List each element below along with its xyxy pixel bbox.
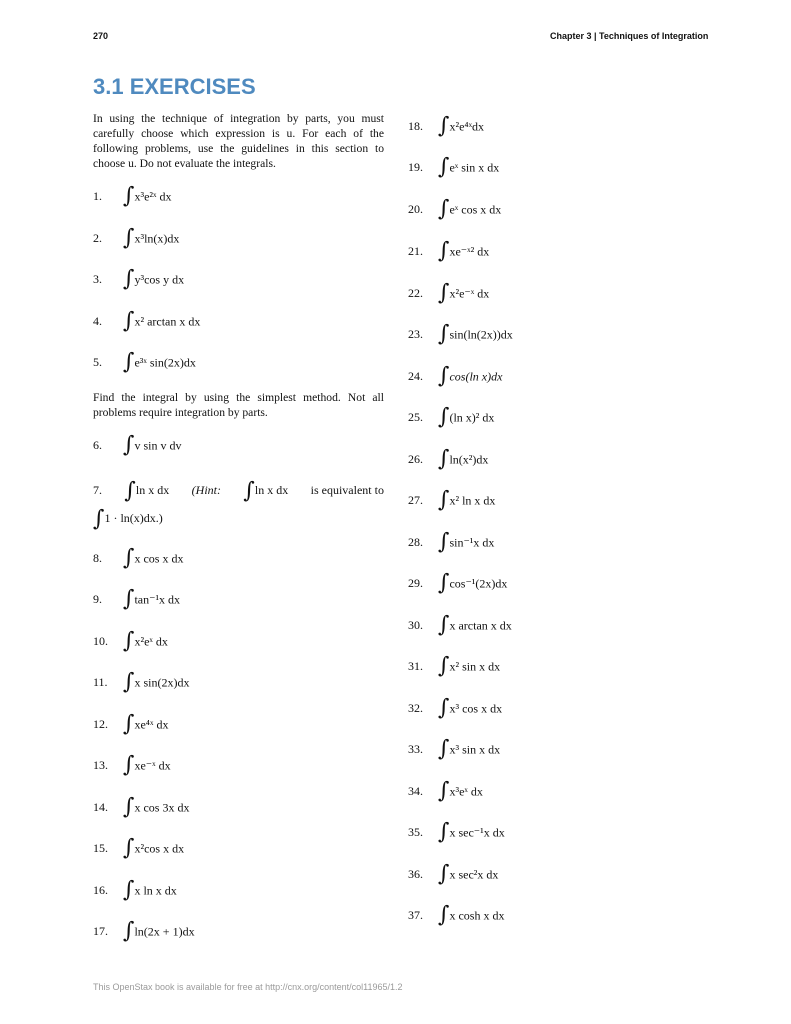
exercise-expression: cos(ln x)dx bbox=[449, 369, 503, 384]
exercise-item bbox=[93, 476, 384, 532]
exercise-expression: cos⁻¹(2x)dx bbox=[449, 576, 508, 591]
exercise-expression: x cos 3x dx bbox=[134, 800, 190, 815]
exercise-number: 6. bbox=[93, 438, 102, 453]
integral-icon: ∫ bbox=[93, 506, 105, 532]
exercise-number: 15. bbox=[93, 841, 108, 856]
integral-icon: ∫ bbox=[438, 570, 450, 596]
exercise-item bbox=[408, 363, 503, 389]
method-paragraph: Find the integral by using the simplest method. Not all problems require integration by parts. bbox=[93, 391, 384, 419]
exercise-number: 34. bbox=[408, 784, 423, 799]
integral-icon: ∫ bbox=[438, 487, 450, 513]
intro-paragraph: In using the technique of integration by parts, you must carefully choose which expression is u. For each of the following problems, use the guidelines in this section to choose u. Do not evaluate the integrals. bbox=[93, 112, 384, 170]
integral-icon: ∫ bbox=[438, 778, 450, 804]
exercise-number: 19. bbox=[408, 160, 423, 175]
integral-icon: ∫ bbox=[438, 113, 450, 139]
exercise-number: 28. bbox=[408, 535, 423, 550]
section-title: 3.1 EXERCISES bbox=[93, 74, 256, 99]
hint-expression: ln x dx bbox=[254, 483, 289, 497]
exercise-expression: v sin v dv bbox=[134, 438, 182, 453]
exercise-number: 7. bbox=[93, 483, 102, 497]
exercise-expression: x²e⁻ˣ dx bbox=[449, 286, 490, 301]
integral-icon: ∫ bbox=[123, 877, 135, 903]
exercise-expression: x cosh x dx bbox=[449, 908, 505, 923]
exercise-number: 1. bbox=[93, 189, 102, 204]
exercise-item bbox=[408, 529, 495, 555]
exercise-item bbox=[93, 432, 182, 458]
exercise-number: 14. bbox=[93, 800, 108, 815]
integral-icon: ∫ bbox=[123, 545, 135, 571]
integral-icon: ∫ bbox=[438, 154, 450, 180]
integral-icon: ∫ bbox=[438, 238, 450, 264]
exercise-number: 2. bbox=[93, 231, 102, 246]
integral-icon: ∫ bbox=[438, 819, 450, 845]
exercise-expression: x cos x dx bbox=[134, 551, 184, 566]
exercise-item bbox=[93, 225, 180, 251]
exercise-number: 23. bbox=[408, 327, 423, 342]
integral-icon: ∫ bbox=[123, 266, 135, 292]
exercise-expression: x² arctan x dx bbox=[134, 314, 201, 329]
exercise-number: 8. bbox=[93, 551, 102, 566]
exercise-number: 26. bbox=[408, 452, 423, 467]
integral-icon: ∫ bbox=[438, 612, 450, 638]
exercise-item bbox=[408, 238, 490, 264]
integral-icon: ∫ bbox=[438, 902, 450, 928]
exercise-item bbox=[93, 586, 181, 612]
exercise-expression: x³ sin x dx bbox=[449, 742, 501, 757]
exercise-item bbox=[93, 794, 190, 820]
exercise-item bbox=[93, 711, 169, 737]
integral-icon: ∫ bbox=[438, 736, 450, 762]
exercise-number: 32. bbox=[408, 701, 423, 716]
exercise-item bbox=[93, 266, 185, 292]
exercise-number: 18. bbox=[408, 119, 423, 134]
integral-icon: ∫ bbox=[123, 918, 135, 944]
exercise-expression: tan⁻¹x dx bbox=[134, 592, 181, 607]
exercise-expression: ln(2x + 1)dx bbox=[134, 924, 195, 939]
exercise-item bbox=[408, 902, 505, 928]
exercise-item bbox=[408, 321, 513, 347]
integral-icon: ∫ bbox=[123, 308, 135, 334]
exercise-number: 3. bbox=[93, 272, 102, 287]
integral-icon: ∫ bbox=[124, 478, 136, 504]
exercise-number: 17. bbox=[93, 924, 108, 939]
exercise-expression: x sin(2x)dx bbox=[134, 675, 190, 690]
exercise-expression: y³cos y dx bbox=[134, 272, 185, 287]
exercise-expression: x² sin x dx bbox=[449, 659, 501, 674]
exercise-item bbox=[408, 612, 512, 638]
exercise-item bbox=[408, 404, 495, 430]
integral-icon: ∫ bbox=[438, 196, 450, 222]
page-number: 270 bbox=[93, 31, 109, 41]
integral-icon: ∫ bbox=[123, 183, 135, 209]
hint-label: (Hint: bbox=[191, 483, 221, 497]
exercise-expression: x²eˣ dx bbox=[134, 634, 168, 649]
exercise-expression: x³ cos x dx bbox=[449, 701, 503, 716]
exercise-item bbox=[408, 196, 502, 222]
exercise-item bbox=[408, 861, 499, 887]
exercise-item bbox=[408, 154, 500, 180]
exercise-expression: x²e⁴ˣdx bbox=[449, 119, 485, 134]
exercise-item bbox=[408, 653, 501, 679]
exercise-item bbox=[408, 570, 508, 596]
exercise-number: 29. bbox=[408, 576, 423, 591]
integral-icon: ∫ bbox=[123, 586, 135, 612]
exercise-number: 36. bbox=[408, 867, 423, 882]
exercise-number: 16. bbox=[93, 883, 108, 898]
exercise-expression: x arctan x dx bbox=[449, 618, 512, 633]
exercise-item bbox=[408, 487, 496, 513]
exercise-number: 21. bbox=[408, 244, 423, 259]
exercise-number: 4. bbox=[93, 314, 102, 329]
exercise-number: 24. bbox=[408, 369, 423, 384]
footer-note: This OpenStax book is available for free at http://cnx.org/content/col11965/1.2 bbox=[93, 982, 403, 992]
exercise-expression: sin⁻¹x dx bbox=[449, 535, 495, 550]
exercise-expression: x sec²x dx bbox=[449, 867, 499, 882]
exercise-expression: eˣ sin x dx bbox=[449, 160, 500, 175]
exercise-expression: x ln x dx bbox=[134, 883, 177, 898]
exercise-expression: xe⁻ˣ² dx bbox=[449, 244, 490, 259]
exercise-expression: x³e²ˣ dx bbox=[134, 189, 172, 204]
exercise-item bbox=[93, 918, 195, 944]
integral-icon: ∫ bbox=[438, 861, 450, 887]
exercise-item bbox=[408, 280, 490, 306]
integral-icon: ∫ bbox=[438, 280, 450, 306]
hint-expression-end: 1 · ln(x)dx.) bbox=[104, 511, 163, 525]
exercise-item bbox=[408, 446, 489, 472]
exercise-number: 30. bbox=[408, 618, 423, 633]
integral-icon: ∫ bbox=[438, 404, 450, 430]
exercise-expression: xe⁴ˣ dx bbox=[134, 717, 169, 732]
integral-icon: ∫ bbox=[123, 711, 135, 737]
exercise-number: 13. bbox=[93, 758, 108, 773]
exercise-number: 11. bbox=[93, 675, 108, 690]
integral-icon: ∫ bbox=[123, 669, 135, 695]
exercise-expression: ln x dx bbox=[135, 483, 170, 497]
exercise-number: 5. bbox=[93, 355, 102, 370]
hint-text: is equivalent to bbox=[310, 483, 384, 497]
exercise-expression: xe⁻ˣ dx bbox=[134, 758, 171, 773]
exercise-item bbox=[408, 113, 485, 139]
exercise-expression: x³ln(x)dx bbox=[134, 231, 180, 246]
exercise-item bbox=[408, 736, 501, 762]
exercise-item bbox=[93, 835, 185, 861]
exercise-expression: x sec⁻¹x dx bbox=[449, 825, 505, 840]
exercise-item bbox=[93, 349, 196, 375]
exercise-expression: eˣ cos x dx bbox=[449, 202, 502, 217]
integral-icon: ∫ bbox=[123, 432, 135, 458]
exercise-expression: x³eˣ dx bbox=[449, 784, 483, 799]
exercise-item bbox=[93, 669, 190, 695]
integral-icon: ∫ bbox=[438, 529, 450, 555]
exercise-number: 9. bbox=[93, 592, 102, 607]
integral-icon: ∫ bbox=[438, 653, 450, 679]
exercise-number: 31. bbox=[408, 659, 423, 674]
chapter-header: Chapter 3 | Techniques of Integration bbox=[550, 31, 709, 41]
integral-icon: ∫ bbox=[123, 794, 135, 820]
exercise-item bbox=[93, 545, 184, 571]
exercise-item bbox=[408, 819, 505, 845]
exercise-expression: x² ln x dx bbox=[449, 493, 496, 508]
exercise-number: 12. bbox=[93, 717, 108, 732]
exercise-number: 25. bbox=[408, 410, 423, 425]
integral-icon: ∫ bbox=[123, 835, 135, 861]
exercise-number: 37. bbox=[408, 908, 423, 923]
integral-icon: ∫ bbox=[438, 695, 450, 721]
exercise-expression: ln(x²)dx bbox=[449, 452, 489, 467]
exercise-number: 20. bbox=[408, 202, 423, 217]
integral-icon: ∫ bbox=[243, 478, 255, 504]
exercise-item bbox=[408, 778, 483, 804]
exercise-expression: (ln x)² dx bbox=[449, 410, 495, 425]
exercise-number: 35. bbox=[408, 825, 423, 840]
integral-icon: ∫ bbox=[438, 363, 450, 389]
integral-icon: ∫ bbox=[438, 446, 450, 472]
exercise-item bbox=[408, 695, 503, 721]
integral-icon: ∫ bbox=[123, 225, 135, 251]
exercise-number: 33. bbox=[408, 742, 423, 757]
exercise-expression: e³ˣ sin(2x)dx bbox=[134, 355, 196, 370]
exercise-number: 22. bbox=[408, 286, 423, 301]
integral-icon: ∫ bbox=[123, 349, 135, 375]
exercise-item bbox=[93, 183, 172, 209]
exercise-expression: sin(ln(2x))dx bbox=[449, 327, 513, 342]
exercise-number: 27. bbox=[408, 493, 423, 508]
integral-icon: ∫ bbox=[123, 752, 135, 778]
integral-icon: ∫ bbox=[438, 321, 450, 347]
exercise-item bbox=[93, 628, 168, 654]
integral-icon: ∫ bbox=[123, 628, 135, 654]
exercise-number: 10. bbox=[93, 634, 108, 649]
exercise-item bbox=[93, 877, 177, 903]
exercise-item bbox=[93, 752, 171, 778]
exercise-expression: x²cos x dx bbox=[134, 841, 185, 856]
exercise-item bbox=[93, 308, 201, 334]
